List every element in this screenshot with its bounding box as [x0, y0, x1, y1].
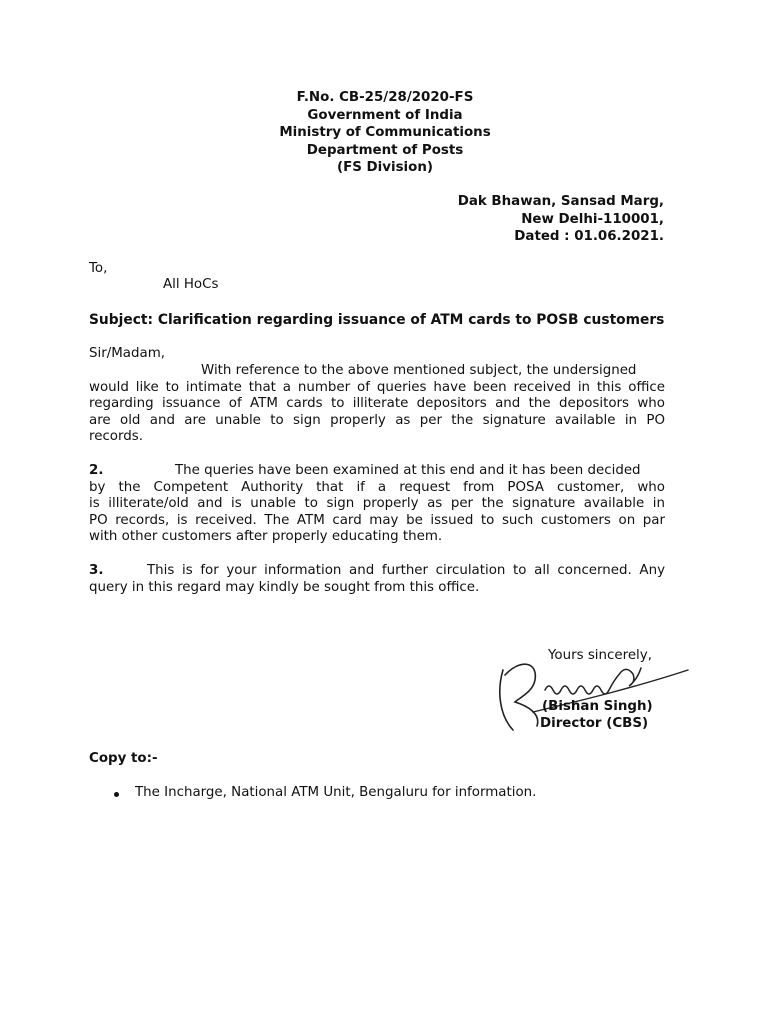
- signatory-designation: Director (CBS): [540, 716, 649, 731]
- para1-line-4: are old and are unable to sign properly as per the signature available in PO: [89, 412, 665, 428]
- copy-to-label: Copy to:-: [89, 751, 158, 766]
- subject-line: Subject: Clarification regarding issuance of ATM cards to POSB customers: [89, 312, 665, 328]
- para2-line-5: with other customers after properly educating them.: [89, 529, 443, 544]
- signatory-name: (Bishan Singh): [542, 699, 653, 714]
- yours-sincerely: Yours sincerely,: [548, 648, 652, 663]
- para2-line-4: PO records, is received. The ATM card may be issued to such customers on par: [89, 512, 665, 528]
- file-number: F.No. CB-25/28/2020-FS: [296, 90, 474, 105]
- para1-line-1: With reference to the above mentioned subject, the undersigned: [201, 363, 637, 378]
- copy-to-item: The Incharge, National ATM Unit, Bengaluru for information.: [135, 785, 537, 800]
- paragraph-3: [89, 563, 665, 596]
- department-line: Department of Posts: [306, 142, 464, 158]
- sender-address: [458, 193, 664, 246]
- bullet-icon: [114, 792, 119, 797]
- address-line-1: Dak Bhawan, Sansad Marg,: [457, 194, 664, 209]
- salutation: Sir/Madam,: [89, 346, 166, 361]
- letter-header: [190, 89, 580, 177]
- para3-line-2: query in this regard may kindly be sought from this office.: [89, 579, 480, 595]
- para3-line-1: This is for your information and further circulation to all concerned. Any: [147, 563, 665, 578]
- date-line: Dated : 01.06.2021.: [514, 229, 664, 244]
- para3-number: 3.: [89, 563, 104, 578]
- division-line: (FS Division): [336, 160, 433, 175]
- ministry-line: Ministry of Communications: [279, 125, 491, 140]
- para1-line-2: would like to intimate that a number of queries have been received in this office: [89, 379, 665, 395]
- address-line-2: New Delhi-110001,: [521, 211, 664, 227]
- para2-line-3: is illiterate/old and is unable to sign properly as per the signature available in: [89, 496, 665, 511]
- recipient: All HoCs: [163, 277, 219, 292]
- para2-line-2: by the Competent Authority that if a request from POSA customer, who: [89, 479, 665, 495]
- para2-line-1: The queries have been examined at this end and it has been decided: [175, 463, 641, 478]
- paragraph-2: [89, 463, 665, 546]
- para2-number: 2.: [89, 463, 104, 478]
- para1-line-5: records.: [89, 429, 144, 444]
- government-line: Government of India: [307, 107, 463, 123]
- paragraph-1: [89, 363, 665, 446]
- to-label: To,: [89, 261, 108, 276]
- para1-line-3: regarding issuance of ATM cards to illiterate depositors and the depositors who: [89, 396, 665, 411]
